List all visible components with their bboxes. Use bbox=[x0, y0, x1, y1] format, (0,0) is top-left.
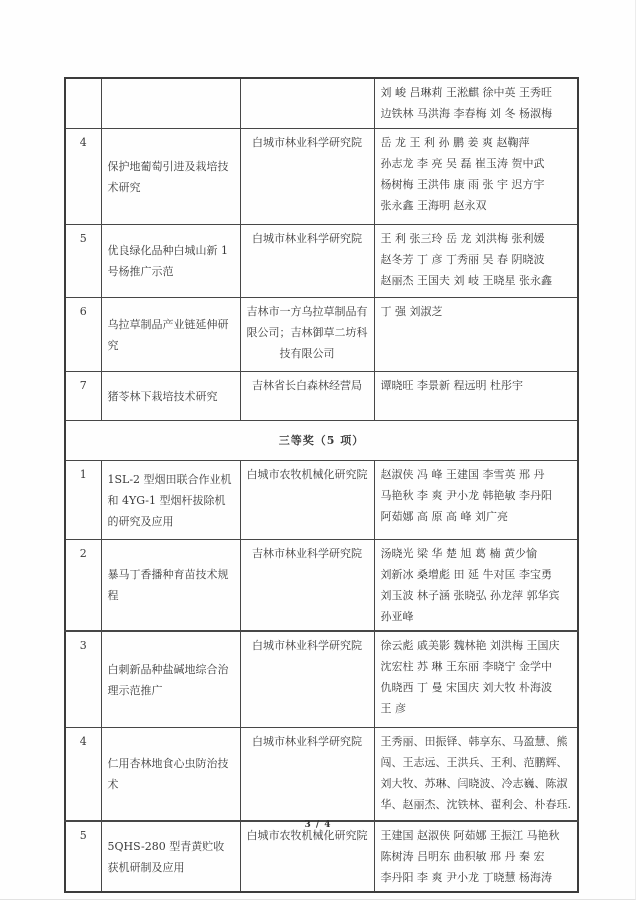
page-number: 3 / 4 bbox=[304, 820, 332, 830]
cell-project-title: 仁用杏林地食心虫防治技术 bbox=[101, 728, 240, 822]
cell-number: 1 bbox=[65, 461, 101, 540]
cell-number: 5 bbox=[65, 225, 101, 298]
cell-winners: 岳 龙 王 利 孙 鹏 姜 爽 赵鞠萍 孙志龙 李 亮 吴 磊 崔玉涛 贺中武 杨树梅 王洪伟 康 雨 张 宇 迟方宇 张永鑫 王海明 赵永双 bbox=[374, 129, 578, 225]
table-row bbox=[65, 129, 578, 225]
cell-number: 5 bbox=[65, 821, 101, 892]
cell-winners: 王 利 张三玲 岳 龙 刘洪梅 张利媛 赵冬芳 丁 彦 丁秀丽 吴 春 阴晓波 赵丽杰 王国夫 刘 岐 王晓星 张永鑫 bbox=[374, 225, 578, 298]
cell-project-title: 5QHS-280 型青黄贮收获机研制及应用 bbox=[101, 821, 240, 892]
cell-winners: 徐云彪 戚美影 魏林艳 刘洪梅 王国庆 沈宏柱 苏 琳 王东丽 李晓宁 金学中 仇晓西 丁 曼 宋国庆 刘大牧 朴海波 王 彦 bbox=[374, 631, 578, 728]
cell-winners: 刘 峻 吕琳莉 王淞麒 徐中英 王秀旺 边铁林 马洪海 李春梅 刘 冬 杨淑梅 bbox=[374, 78, 578, 129]
table-row-continuation bbox=[65, 78, 578, 129]
cell-project-title: 猪苓林下栽培技术研究 bbox=[101, 372, 240, 421]
table-row bbox=[65, 631, 578, 728]
table-row bbox=[65, 540, 578, 632]
cell-winners: 丁 强 刘淑芝 bbox=[374, 298, 578, 372]
cell-institution: 白城市林业科学研究院 bbox=[240, 129, 374, 225]
section-header-row bbox=[65, 421, 578, 461]
cell-institution: 白城市林业科学研究院 bbox=[240, 631, 374, 728]
cell-number: 4 bbox=[65, 129, 101, 225]
cell-project-title: 保护地葡萄引进及栽培技术研究 bbox=[101, 129, 240, 225]
cell-project-title: 乌拉草制品产业链延伸研究 bbox=[101, 298, 240, 372]
cell-institution: 白城市农牧机械化研究院 bbox=[240, 821, 374, 892]
cell-institution: 吉林市一方乌拉草制品有限公司；吉林御草二坊科技有限公司 bbox=[240, 298, 374, 372]
cell-project-title bbox=[101, 78, 240, 129]
table-row bbox=[65, 821, 578, 892]
cell-institution bbox=[240, 78, 374, 129]
cell-winners: 王建国 赵淑侠 阿茹娜 王振江 马艳秋 陈树涛 吕明东 曲积敏 邢 丹 秦 宏 李丹阳 李 爽 尹小龙 丁晓慧 杨海涛 bbox=[374, 821, 578, 892]
cell-institution: 白城市农牧机械化研究院 bbox=[240, 461, 374, 540]
cell-winners: 谭晓旺 李景新 程远明 杜彤宇 bbox=[374, 372, 578, 421]
cell-project-title: 暴马丁香播种育苗技术规程 bbox=[101, 540, 240, 632]
cell-winners: 赵淑侠 冯 峰 王建国 李雪英 邢 丹 马艳秋 李 爽 尹小龙 韩艳敏 李丹阳 阿茹娜 高 原 高 峰 刘广亮 bbox=[374, 461, 578, 540]
cell-number: 3 bbox=[65, 631, 101, 728]
section-header-third-prize: 三等奖（5 项） bbox=[65, 421, 578, 461]
cell-number: 2 bbox=[65, 540, 101, 632]
table-row bbox=[65, 372, 578, 421]
cell-number: 7 bbox=[65, 372, 101, 421]
cell-institution: 白城市林业科学研究院 bbox=[240, 225, 374, 298]
cell-project-title: 1SL-2 型烟田联合作业机和 4YG-1 型烟杆拔除机的研究及应用 bbox=[101, 461, 240, 540]
cell-institution: 吉林省长白森林经营局 bbox=[240, 372, 374, 421]
awards-table bbox=[64, 77, 579, 893]
table-row bbox=[65, 225, 578, 298]
cell-project-title: 优良绿化品种白城山新 1 号杨推广示范 bbox=[101, 225, 240, 298]
cell-number: 4 bbox=[65, 728, 101, 822]
cell-project-title: 白刺新品种盐碱地综合治理示范推广 bbox=[101, 631, 240, 728]
cell-winners: 王秀丽、田振铎、韩享东、马盈慧、熊闯、王志远、王洪兵、王利、范鹏辉、刘大牧、苏琳、闫晓波、冷志巍、陈淑华、赵丽杰、沈铁林、翟利会、朴春珏. bbox=[374, 728, 578, 822]
cell-number bbox=[65, 78, 101, 129]
cell-institution: 白城市林业科学研究院 bbox=[240, 728, 374, 822]
table-row bbox=[65, 298, 578, 372]
cell-institution: 吉林市林业科学研究院 bbox=[240, 540, 374, 632]
cell-number: 6 bbox=[65, 298, 101, 372]
table-row bbox=[65, 461, 578, 540]
table-row bbox=[65, 728, 578, 822]
cell-winners: 汤晓光 梁 华 楚 旭 葛 楠 黄少愉 刘新冰 桑增彪 田 延 牛对匡 李宝勇 刘玉波 林子涵 张晓弘 孙龙萍 郭华宾 孙亚峰 bbox=[374, 540, 578, 632]
